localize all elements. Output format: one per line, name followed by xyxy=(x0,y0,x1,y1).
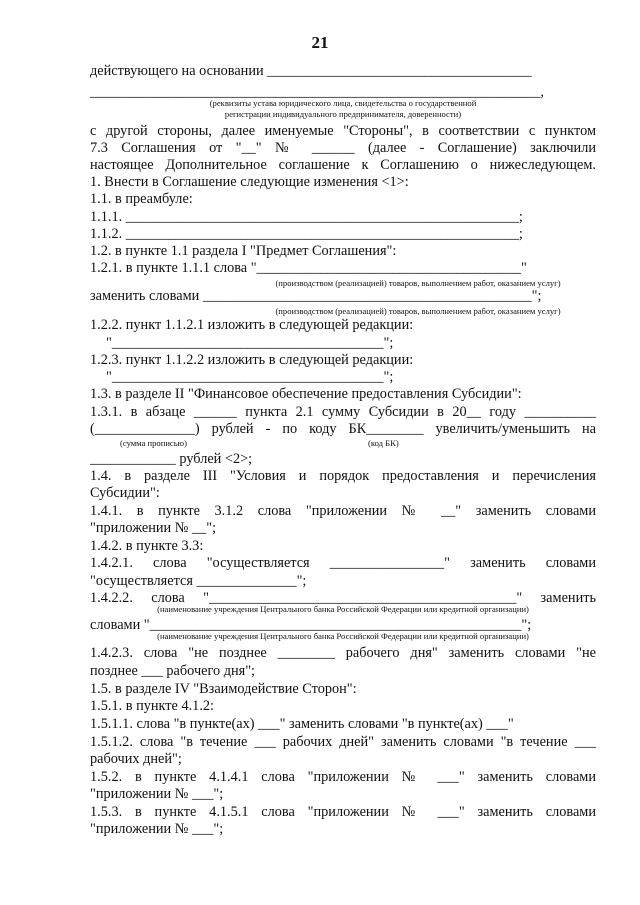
text-line: 1.4.2.3. слова "не позднее ________ рабочего дня" заменить словами "не xyxy=(90,645,596,661)
text-line: "приложении № ___"; xyxy=(90,786,224,802)
text-line: _______________________________________________________________, xyxy=(90,84,544,100)
text-line: 1.2.1. в пункте 1.1.1 слова "_____________________________________" xyxy=(90,260,527,276)
text-line: 1.5.3. в пункте 4.1.5.1 слова "приложении № ___" заменить словами xyxy=(90,804,596,820)
caption-line: (производством (реализацией) товаров, выполнением работ, оказанием услуг) xyxy=(275,278,561,288)
text-line: позднее ___ рабочего дня"; xyxy=(90,663,256,679)
caption-line: (код БК) xyxy=(368,438,399,448)
text-line: 1.3. в разделе II "Финансовое обеспечение предоставления Субсидии": xyxy=(90,386,522,402)
text-line: 1.5.2. в пункте 4.1.4.1 слова "приложении № ___" заменить словами xyxy=(90,769,596,785)
text-line: "______________________________________"; xyxy=(106,369,394,385)
text-line: 1.4.2. в пункте 3.3: xyxy=(90,538,204,554)
text-line: 7.3 Соглашения от "__" № ______ (далее - Соглашение) заключили xyxy=(90,140,596,156)
text-line: 1.1.2. _______________________________________________________; xyxy=(90,226,523,242)
caption-line: регистрации индивидуального предпринимателя, доверенности) xyxy=(224,109,462,119)
text-line: 1.2.3. пункт 1.1.2.2 изложить в следующей редакции: xyxy=(90,352,414,368)
text-line: 1.5.1.1. слова "в пункте(ах) ___" заменить словами "в пункте(ах) ___" xyxy=(90,716,514,732)
text-line: 1.2.2. пункт 1.1.2.1 изложить в следующей редакции: xyxy=(90,317,414,333)
caption-line: (производством (реализацией) товаров, выполнением работ, оказанием услуг) xyxy=(275,306,561,316)
caption-line: (наименование учреждения Центрального банка Российской Федерации или кредитной организации) xyxy=(157,631,529,641)
text-line: 1.1.1. _______________________________________________________; xyxy=(90,209,523,225)
text-line: "приложении № __"; xyxy=(90,520,217,536)
text-line: настоящее Дополнительное соглашение к Соглашению о нижеследующем. xyxy=(90,157,596,173)
text-line: действующего на основании _____________________________________ xyxy=(90,63,532,79)
text-line: с другой стороны, далее именуемые "Стороны", в соответствии с пунктом xyxy=(90,123,596,139)
text-line: 1.5.1.2. слова "в течение ___ рабочих дней" заменить словами "в течение ___ xyxy=(90,734,596,750)
caption-line: (наименование учреждения Центрального банка Российской Федерации или кредитной организации) xyxy=(157,604,529,614)
text-line: 1.1. в преамбуле: xyxy=(90,191,193,207)
text-line: рабочих дней"; xyxy=(90,751,182,767)
text-line: "осуществляется ______________"; xyxy=(90,573,307,589)
text-line: заменить словами ______________________________________________"; xyxy=(90,288,542,304)
text-line: 1.3.1. в абзаце ______ пункта 2.1 сумму Субсидии в 20__ году __________ xyxy=(90,404,596,420)
text-line: 1.2. в пункте 1.1 раздела I "Предмет Соглашения": xyxy=(90,243,397,259)
text-line: 1.4. в разделе III "Условия и порядок предоставления и перечисления xyxy=(90,468,596,484)
text-line: "______________________________________"; xyxy=(106,335,394,351)
text-line: 1. Внести в Соглашение следующие изменения <1>: xyxy=(90,174,409,190)
text-line: "приложении № ___"; xyxy=(90,821,224,837)
text-line: 1.5. в разделе IV "Взаимодействие Сторон": xyxy=(90,681,357,697)
caption-line: (реквизиты устава юридического лица, свидетельства о государственной xyxy=(209,98,477,108)
text-line: словами "____________________________________________________"; xyxy=(90,617,532,633)
text-line: (______________) рублей - по коду БК________ увеличить/уменьшить на xyxy=(90,421,596,437)
text-line: 1.4.2.1. слова "осуществляется ________________" заменить словами xyxy=(90,555,596,571)
caption-line: (сумма прописью) xyxy=(120,438,187,448)
text-line: ____________ рублей <2>; xyxy=(90,451,253,467)
page-number: 21 xyxy=(311,33,329,52)
text-line: 1.4.1. в пункте 3.1.2 слова "приложении № __" заменить словами xyxy=(90,503,596,519)
text-line: Субсидии": xyxy=(90,485,160,501)
text-line: 1.5.1. в пункте 4.1.2: xyxy=(90,698,215,714)
text-line: 1.4.2.2. слова "___________________________________________" заменить xyxy=(90,590,596,606)
